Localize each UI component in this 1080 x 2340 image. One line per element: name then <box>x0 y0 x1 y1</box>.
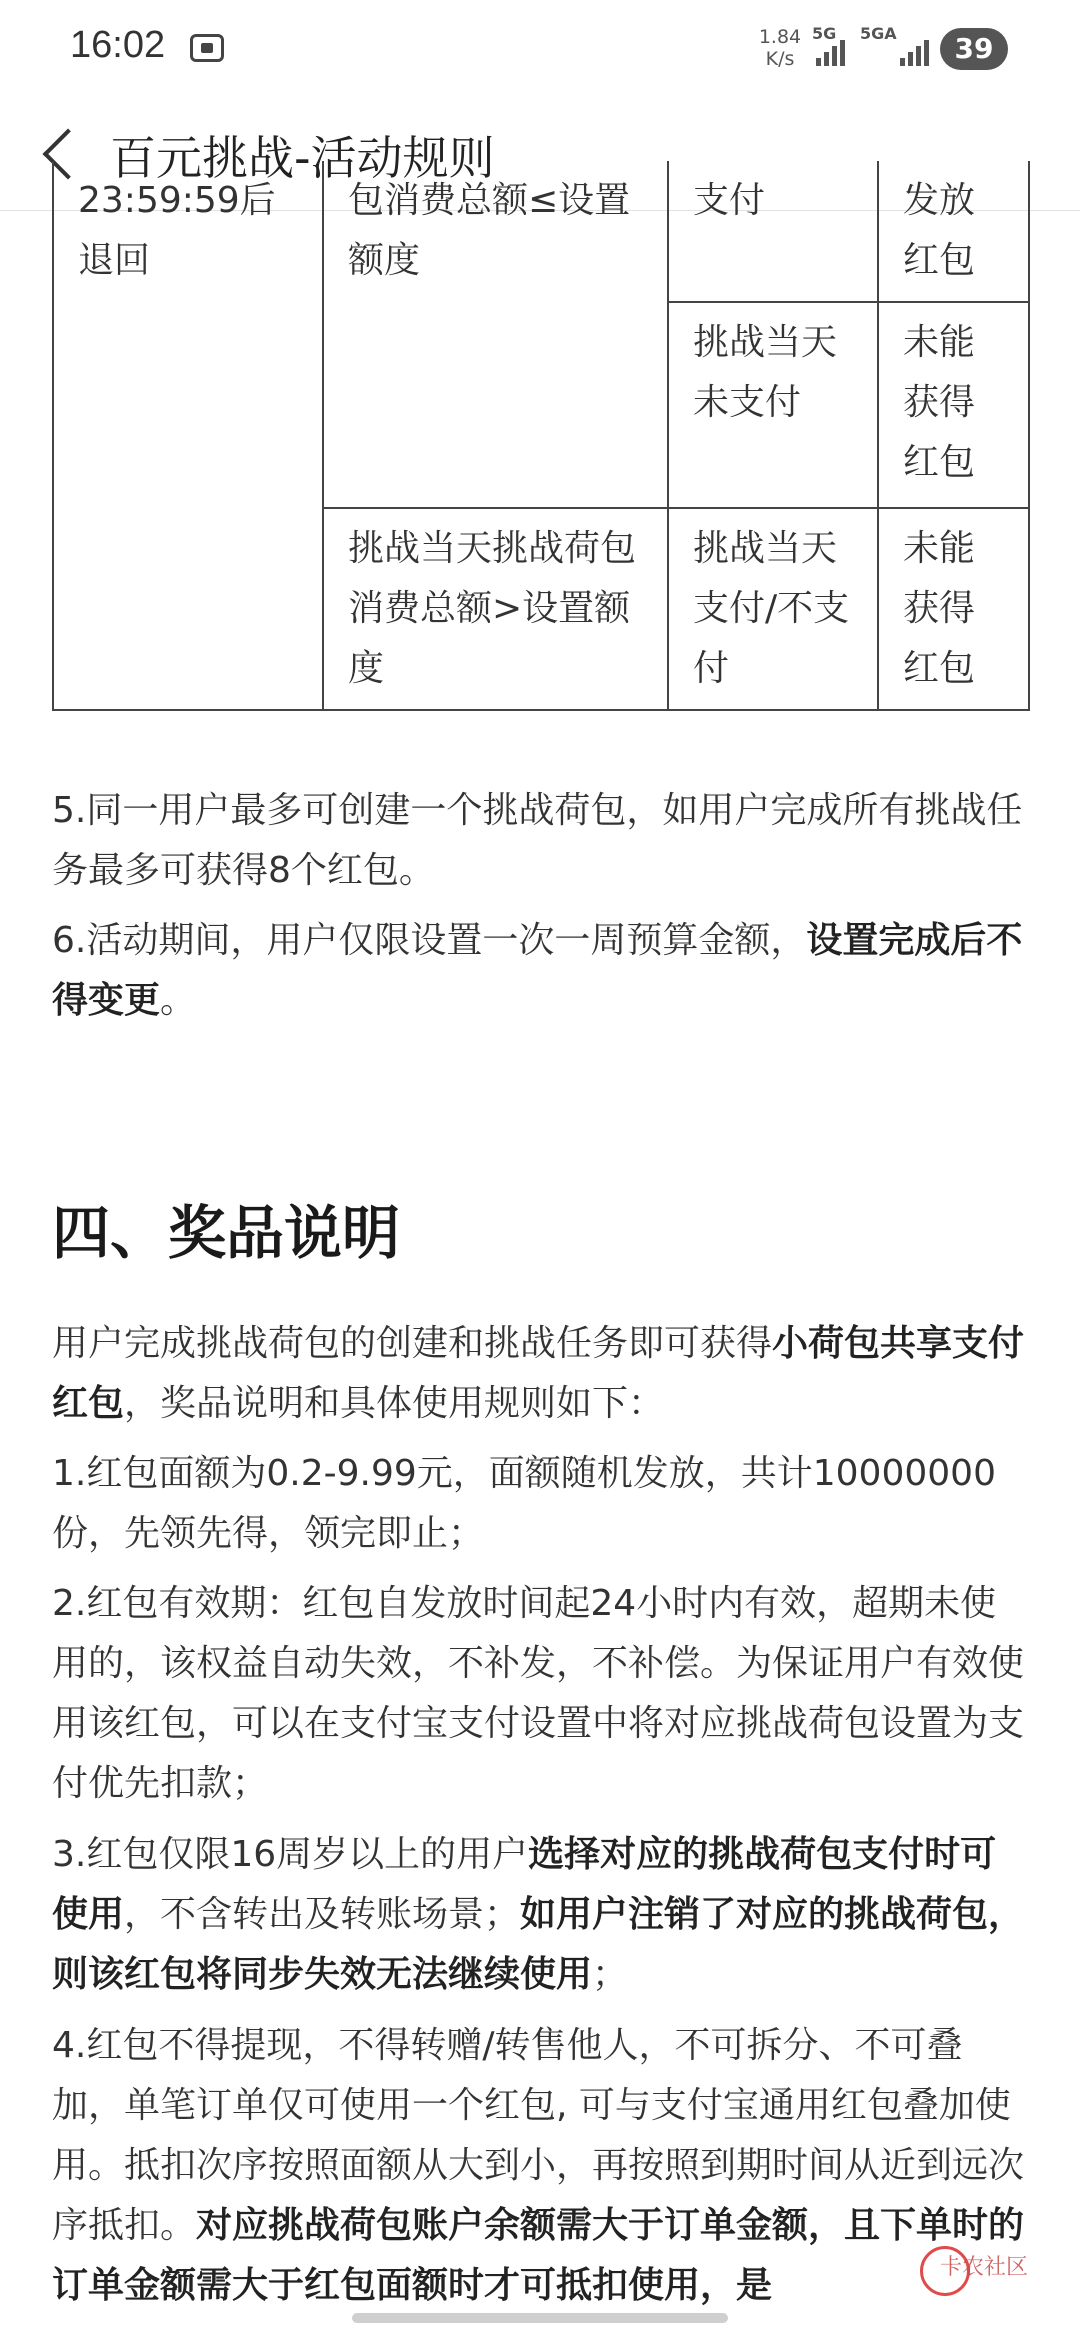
rule-text: 。 <box>160 980 197 1021</box>
intro-text: ，奖品说明和具体使用规则如下： <box>124 1383 665 1424</box>
table-cell: 挑战当天未支付 <box>668 302 878 508</box>
screen-record-icon <box>190 34 224 62</box>
home-indicator[interactable] <box>352 2313 728 2323</box>
prize-item <box>52 2016 1032 2316</box>
prize-bold-text: 对应挑战荷包账户余额需大于订单金额，且下单时的订单金额需大于红包面额时才可抵扣使用，是 <box>52 2205 1025 2306</box>
rules-content[interactable] <box>0 180 1080 2340</box>
network-type-label: 5G <box>812 24 837 43</box>
table-cell: 挑战当天挑战荷包消费总额>设置额度 <box>323 508 668 710</box>
battery-level: 39 <box>954 32 994 65</box>
battery-icon <box>940 28 1008 70</box>
network-speed-value: 1.84 <box>758 26 802 48</box>
intro-bold-text: 小荷包共享支付红包 <box>52 1323 1025 1424</box>
rule-item <box>52 781 1032 901</box>
table-row <box>53 161 1029 302</box>
table-cell: 未能获得红包 <box>878 508 1029 710</box>
prize-text: ； <box>592 1954 629 1995</box>
rule-text: 6.活动期间，用户仅限设置一次一周预算金额， <box>52 920 807 961</box>
prize-text: 3.红包仅限16周岁以上的用户 <box>52 1834 529 1875</box>
prize-bold-text: 如用户注销了对应的挑战荷包，则该红包将同步失效无法继续使用 <box>52 1894 1025 1995</box>
prize-text: ，不含转出及转账场景； <box>124 1894 521 1935</box>
signal-icon <box>816 36 848 66</box>
rules-table <box>52 161 1030 711</box>
watermark-text: 卡农社区 <box>940 2255 1029 2280</box>
status-bar <box>0 0 1080 100</box>
table-cell: 23:59:59后退回 <box>53 161 323 710</box>
section-heading: 四、奖品说明 <box>52 1199 401 1267</box>
signal-icon-2 <box>900 36 932 66</box>
network-type-label-2: 5GA <box>860 24 897 43</box>
prize-item <box>52 1825 1032 2005</box>
table-cell: 包消费总额≤设置额度 <box>323 161 668 508</box>
prize-text: 4.红包不得提现，不得转赠/转售他人，不可拆分、不可叠加，单笔订单仅可使用一个红包, 可与支付宝通用红包叠加使用。抵扣次序按照面额从大到小，再按照到期时间从近到远次序抵扣。 <box>52 2025 1025 2246</box>
watermark <box>920 2240 1030 2304</box>
table-cell: 发放红包 <box>878 161 1029 302</box>
prize-item <box>52 1574 1032 1814</box>
prize-item <box>52 1444 1032 1564</box>
network-speed <box>758 26 802 70</box>
table-cell: 挑战当天支付/不支付 <box>668 508 878 710</box>
network-speed-unit: K/s <box>765 48 795 70</box>
intro-text: 用户完成挑战荷包的创建和挑战任务即可获得 <box>52 1323 773 1364</box>
rule-item <box>52 911 1032 1031</box>
rule-text: 5.同一用户最多可创建一个挑战荷包，如用户完成所有挑战任务最多可获得8个红包。 <box>52 790 1023 891</box>
table-cell: 支付 <box>668 161 878 302</box>
status-time: 16:02 <box>70 24 166 66</box>
rule-bold-text: 设置完成后不得变更 <box>52 920 1023 1021</box>
prize-bold-text: 选择对应的挑战荷包支付时可使用 <box>52 1834 997 1935</box>
prize-text: 1.红包面额为0.2-9.99元，面额随机发放，共计10000000份，先领先得，领完即止； <box>52 1453 996 1554</box>
page-title: 百元挑战-活动规则 <box>110 131 495 185</box>
prize-intro <box>52 1314 1032 1434</box>
table-cell: 未能获得红包 <box>878 302 1029 508</box>
prize-text: 2.红包有效期：红包自发放时间起24小时内有效，超期未使用的，该权益自动失效，不补发，不补偿。为保证用户有效使用该红包，可以在支付宝支付设置中将对应挑战荷包设置为支付优先扣款； <box>52 1583 1025 1804</box>
